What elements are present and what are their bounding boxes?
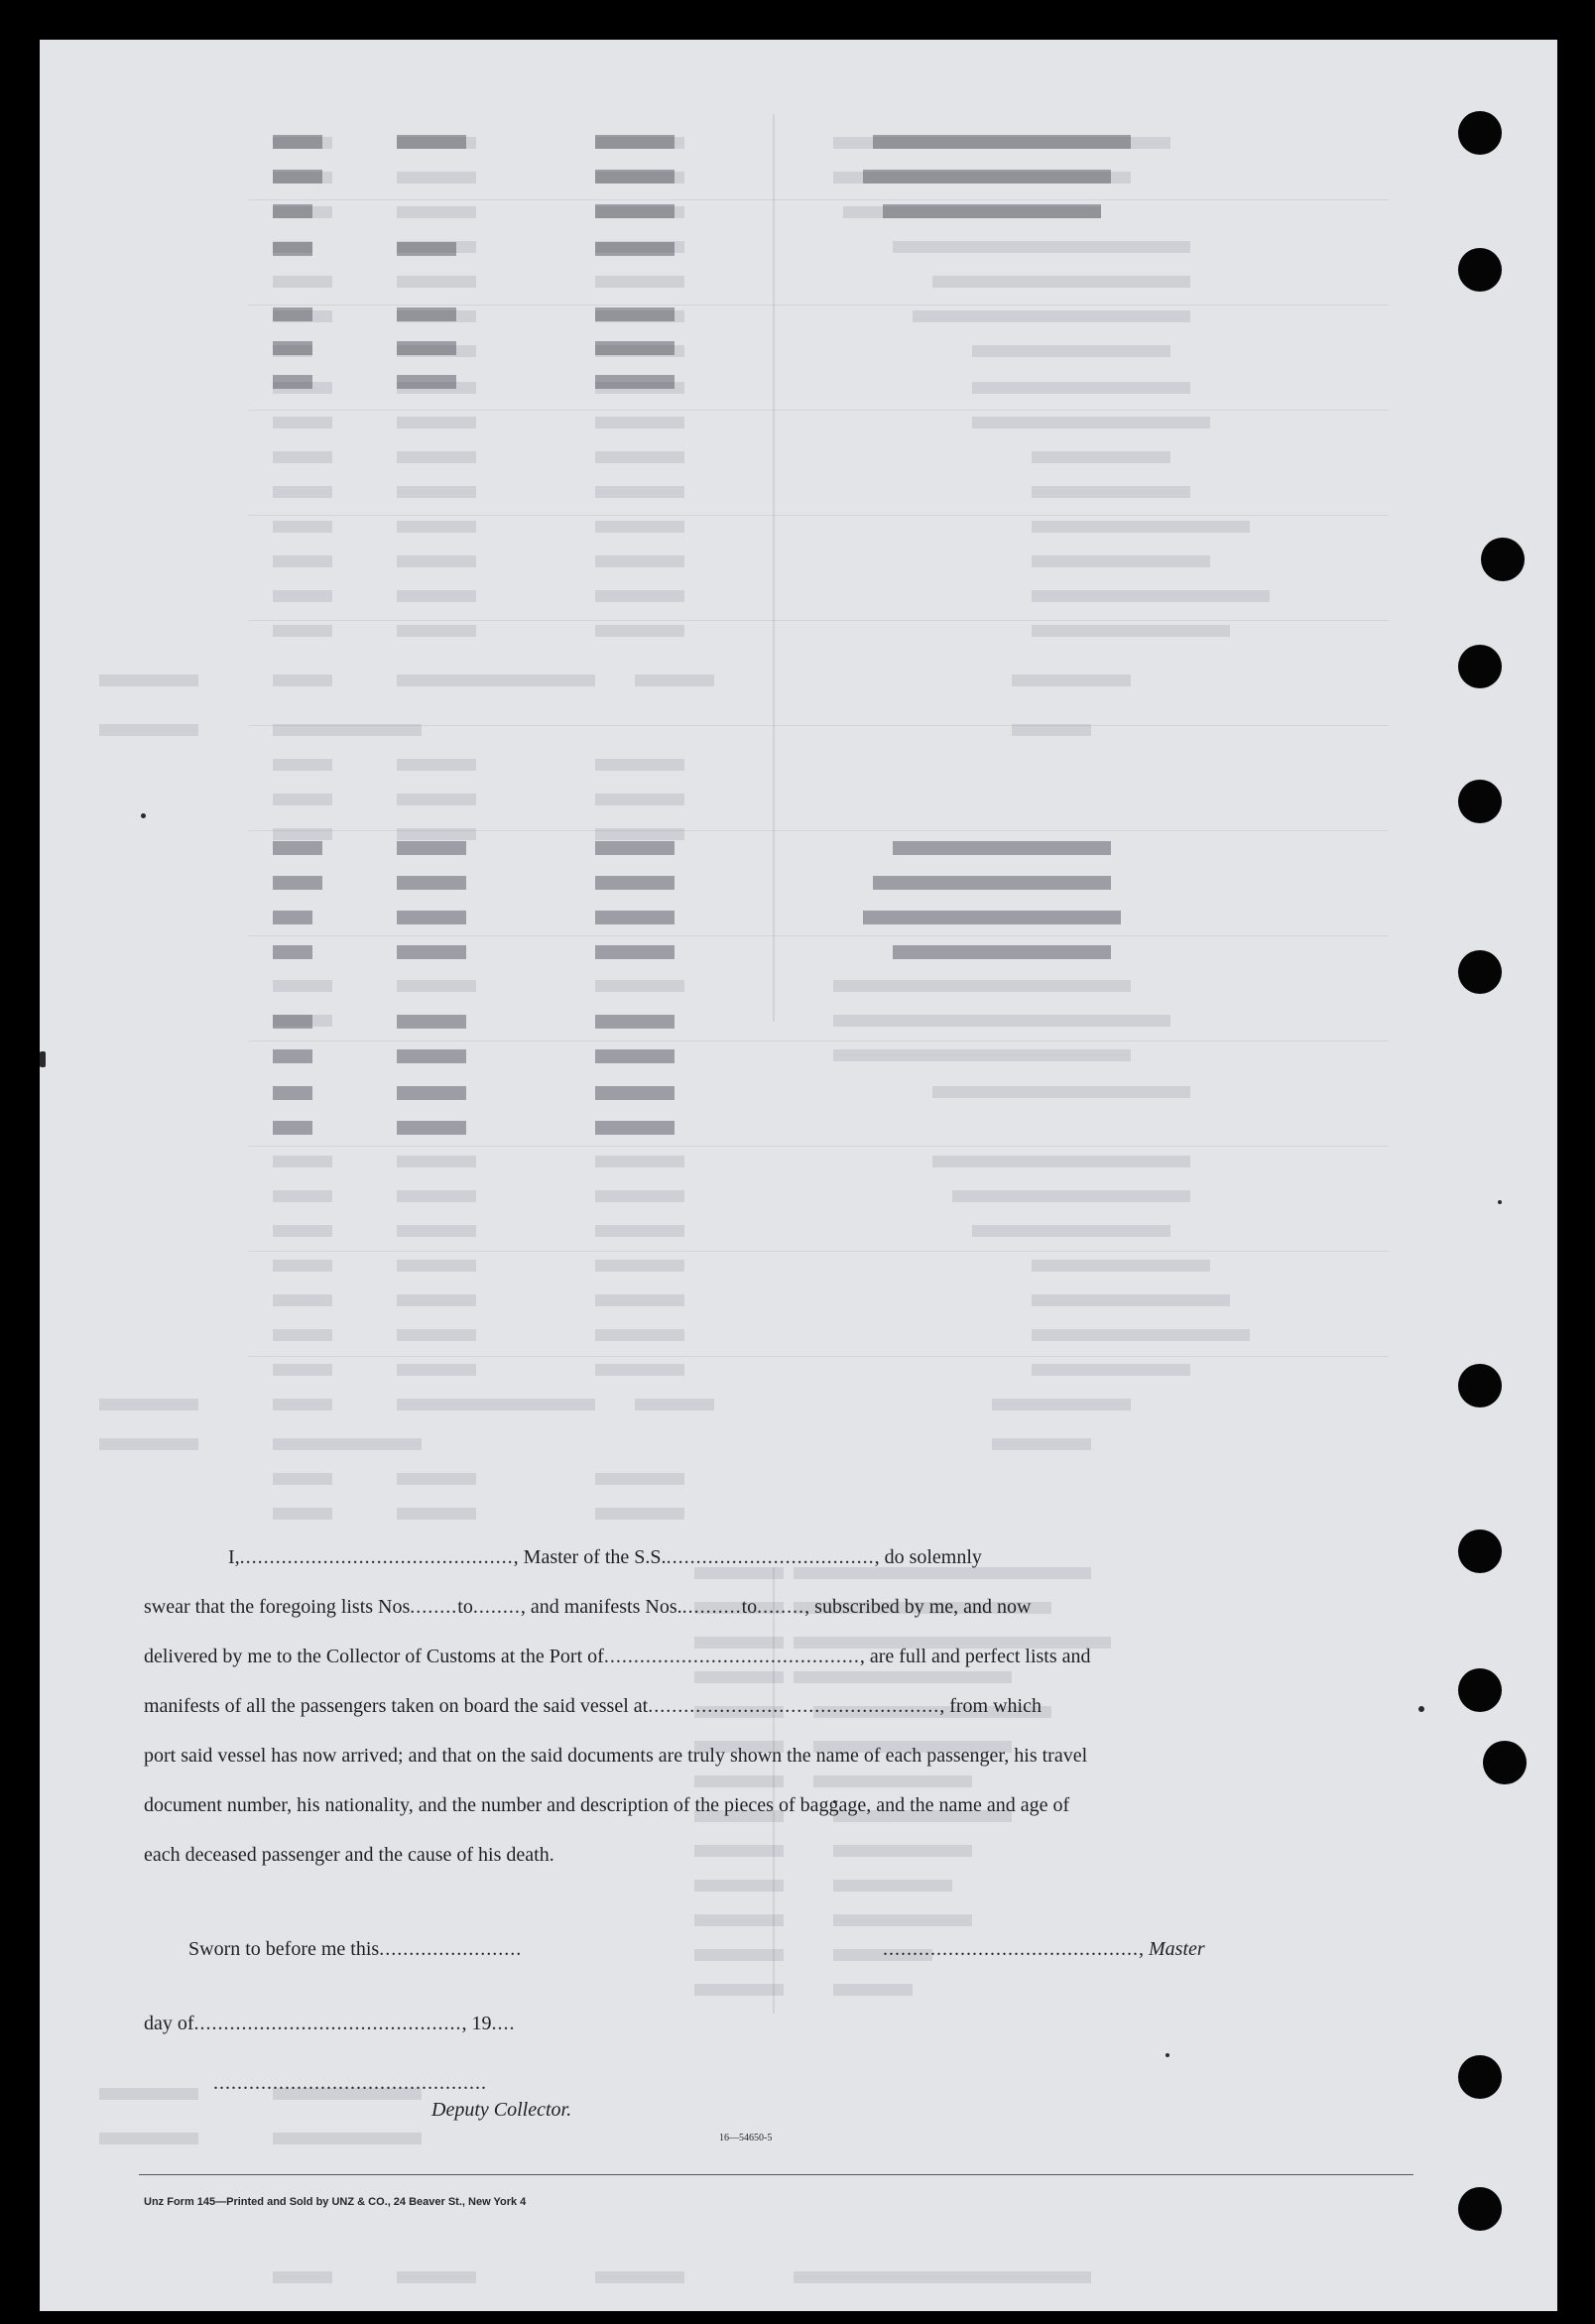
punch-hole	[1458, 248, 1502, 292]
master-of-ss-label: , Master of the S.S.	[513, 1546, 667, 1568]
year-field[interactable]: ....	[491, 2013, 516, 2034]
manifests-label: , and manifests Nos.	[520, 1596, 682, 1618]
stray-mark	[141, 813, 146, 818]
lists-from-field[interactable]: ........	[410, 1596, 458, 1618]
vessel-name-field[interactable]: ...................................	[666, 1546, 875, 1568]
punch-hole	[1458, 111, 1502, 155]
punch-hole	[1458, 780, 1502, 823]
punch-hole	[1458, 2055, 1502, 2099]
oath-line-3	[144, 1632, 1091, 1681]
master-signature-field[interactable]: ...........................................	[883, 1938, 1139, 1960]
deputy-signature-field[interactable]: ..............................................	[213, 2072, 487, 2094]
oath-paragraph	[144, 1532, 1423, 1890]
punch-hole	[1481, 538, 1525, 581]
footer-rule	[139, 2174, 1413, 2175]
port-label: delivered by me to the Collector of Customs at the Port of	[144, 1646, 604, 1667]
day-of-field[interactable]: .............................................	[193, 2013, 462, 2034]
year-prefix: , 19	[461, 2013, 492, 2034]
sworn-label: Sworn to before me this	[188, 1938, 380, 1960]
sworn-line	[188, 1924, 522, 1974]
oath-line-7: each deceased passenger and the cause of his death.	[144, 1844, 554, 1866]
port-field[interactable]: ...........................................	[603, 1646, 860, 1667]
departure-port-field[interactable]: .................................................	[648, 1695, 940, 1717]
oath-line-2	[144, 1582, 1031, 1632]
oath-lead: I,	[228, 1546, 240, 1568]
full-lists-label: , are full and perfect lists and	[859, 1646, 1091, 1667]
master-name-field[interactable]: ..............................................	[239, 1546, 514, 1568]
lists-to-field[interactable]: ........	[472, 1596, 521, 1618]
stray-mark	[40, 1051, 46, 1067]
master-signature-line	[883, 1924, 1205, 1974]
punch-hole	[1483, 1741, 1527, 1784]
from-which-label: , from which	[939, 1695, 1042, 1717]
day-line	[144, 1999, 516, 2048]
manifest-page-verso	[40, 40, 1557, 2311]
punch-hole	[1458, 645, 1502, 688]
oath-line-4	[144, 1681, 1042, 1731]
punch-hole	[1458, 950, 1502, 994]
vessel-at-label: manifests of all the passengers taken on board the said vessel at	[144, 1695, 649, 1717]
to-label: to	[457, 1596, 473, 1618]
punch-hole	[1458, 1529, 1502, 1573]
signature-block	[144, 1924, 1423, 2162]
punch-hole	[1458, 1668, 1502, 1712]
master-label: , Master	[1139, 1938, 1205, 1960]
deputy-collector-label: Deputy Collector.	[431, 2099, 572, 2121]
printer-imprint: Unz Form 145—Printed and Sold by UNZ & CO., 24 Beaver St., New York 4	[144, 2196, 527, 2208]
subscribed-label: , subscribed by me, and now	[804, 1596, 1032, 1618]
lists-label: swear that the foregoing lists Nos	[144, 1596, 411, 1618]
form-code: 16—54650-5	[719, 2133, 773, 2143]
punch-hole	[1458, 2187, 1502, 2231]
oath-line-1	[228, 1532, 982, 1582]
manifests-from-field[interactable]: ..........	[681, 1596, 742, 1618]
to-label: to	[741, 1596, 758, 1618]
punch-hole	[1458, 1364, 1502, 1407]
stray-mark	[1498, 1200, 1502, 1204]
day-of-label: day of	[144, 2013, 194, 2034]
sworn-date-field[interactable]: ........................	[379, 1938, 523, 1960]
oath-line-5: port said vessel has now arrived; and that on the said documents are truly shown the name of each passenger, his travel	[144, 1745, 1088, 1767]
solemnly-label: , do solemnly	[874, 1546, 982, 1568]
oath-line-6: document number, his nationality, and the number and description of the pieces of baggage, and the name and age of	[144, 1794, 1070, 1816]
manifests-to-field[interactable]: ........	[757, 1596, 805, 1618]
